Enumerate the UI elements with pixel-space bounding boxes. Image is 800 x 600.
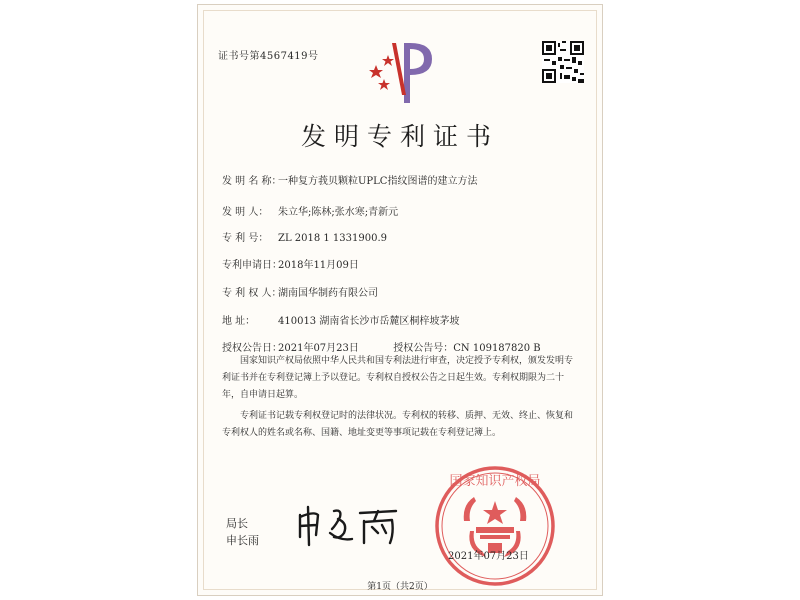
field-label: 授权公告日： xyxy=(222,343,282,354)
field-label: 专 利 权 人： xyxy=(222,288,282,299)
field-value: 一种复方莪贝颗粒UPLC指纹图谱的建立方法 xyxy=(278,176,478,187)
field-label: 授权公告号： xyxy=(393,343,454,354)
field-invention-name xyxy=(222,172,477,187)
field-grant-date xyxy=(222,339,541,354)
signer-name: 申长雨 xyxy=(226,534,259,547)
field-label: 专 利 号： xyxy=(222,233,269,244)
body-paragraph: 专利证书记载专利权登记时的法律状况。专利权的转移、质押、无效、终止、恢复和专利权人的姓名或名称、国籍、地址变更等事项记载在专利登记簿上。 xyxy=(222,411,574,438)
field-value: ZL 2018 1 1331900.9 xyxy=(278,233,388,244)
handwritten-signature xyxy=(294,503,404,547)
field-label: 发 明 名 称： xyxy=(222,176,282,187)
cnipa-logo-icon xyxy=(366,35,446,105)
field-patent-number xyxy=(222,229,387,244)
body-paragraph: 国家知识产权局依照中华人民共和国专利法进行审查，决定授予专利权，颁发发明专利证书并在专利登记簿上予以登记。专利权自授权公告之日起生效。专利权期限为二十年，自申请日起算。 xyxy=(222,356,574,400)
field-inventors xyxy=(222,203,398,218)
field-address xyxy=(222,312,459,327)
patent-certificate xyxy=(197,4,603,596)
seal-date: 2021年07月23日 xyxy=(448,551,529,562)
field-label: 发 明 人： xyxy=(222,207,269,218)
seal-text: 国家知识产权局 xyxy=(449,474,541,489)
certificate-title: 发明专利证书 xyxy=(300,122,499,151)
signer-title: 局长 xyxy=(226,517,248,530)
field-value: 2021年07月23日 xyxy=(278,343,359,354)
field-application-date xyxy=(222,256,359,271)
field-patentee xyxy=(222,284,378,299)
field-value: 湖南国华制药有限公司 xyxy=(278,288,378,299)
field-value: 2018年11月09日 xyxy=(278,260,359,271)
field-label: 地 址： xyxy=(222,316,256,327)
signer-block xyxy=(226,515,259,549)
field-value: 410013 湖南省长沙市岳麓区桐梓坡茅坡 xyxy=(278,316,460,327)
certificate-body-text xyxy=(222,353,580,442)
official-seal-icon xyxy=(430,461,560,591)
certificate-number: 证书号第4567419号 xyxy=(218,51,319,62)
qr-code-icon xyxy=(542,41,584,83)
field-value: 朱立华;陈林;张水寒;青新元 xyxy=(278,207,399,218)
page-number: 第1页（共2页） xyxy=(367,582,433,592)
field-value: CN 109187820 B xyxy=(453,343,541,354)
field-label: 专利申请日： xyxy=(222,260,282,271)
